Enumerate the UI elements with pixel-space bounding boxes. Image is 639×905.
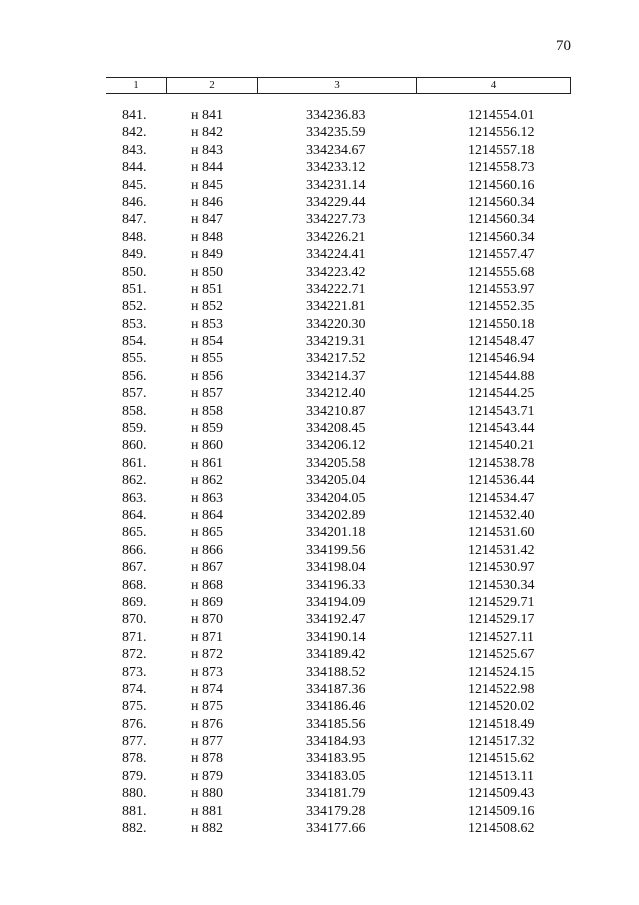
coord-y: 1214546.94: [468, 351, 535, 367]
table-row: [106, 664, 571, 681]
row-number: 860.: [122, 438, 147, 454]
row-number: 878.: [122, 751, 147, 767]
row-number: 852.: [122, 299, 147, 315]
point-label: н 864: [191, 507, 223, 523]
point-label: н 844: [191, 160, 223, 176]
point-label: н 862: [191, 473, 223, 489]
point-label: н 858: [191, 403, 223, 419]
table-row: [106, 159, 571, 176]
coord-x: 334214.37: [306, 368, 366, 384]
point-label: н 860: [191, 438, 223, 454]
point-label: н 849: [191, 247, 223, 263]
point-label: н 873: [191, 664, 223, 680]
row-number: 842.: [122, 125, 147, 141]
point-label: н 859: [191, 421, 223, 437]
row-number: 847.: [122, 212, 147, 228]
row-number: 850.: [122, 264, 147, 280]
row-number: 864.: [122, 507, 147, 523]
row-number: 868.: [122, 577, 147, 593]
row-number: 870.: [122, 612, 147, 628]
coord-x: 334201.18: [306, 525, 366, 541]
coord-x: 334185.56: [306, 716, 366, 732]
coord-x: 334187.36: [306, 681, 366, 697]
coord-x: 334183.95: [306, 751, 366, 767]
point-label: н 877: [191, 734, 223, 750]
coord-y: 1214544.25: [468, 386, 535, 402]
point-label: н 870: [191, 612, 223, 628]
point-label: н 876: [191, 716, 223, 732]
row-number: 857.: [122, 386, 147, 402]
coord-x: 334229.44: [306, 194, 366, 210]
point-label: н 869: [191, 594, 223, 610]
row-number: 861.: [122, 455, 147, 471]
row-number: 873.: [122, 664, 147, 680]
coord-y: 1214518.49: [468, 716, 535, 732]
coord-y: 1214530.34: [468, 577, 535, 593]
row-number: 881.: [122, 803, 147, 819]
table-row: [106, 785, 571, 802]
coord-y: 1214540.21: [468, 438, 535, 454]
row-number: 874.: [122, 681, 147, 697]
coord-x: 334233.12: [306, 160, 366, 176]
point-label: н 841: [191, 108, 223, 123]
table-row: [106, 437, 571, 454]
point-label: н 856: [191, 368, 223, 384]
coord-x: 334204.05: [306, 490, 366, 506]
table-row: [106, 385, 571, 402]
row-number: 848.: [122, 229, 147, 245]
row-number: 871.: [122, 629, 147, 645]
coord-x: 334221.81: [306, 299, 366, 315]
coord-x: 334189.42: [306, 647, 366, 663]
coord-x: 334186.46: [306, 699, 366, 715]
table-row: [106, 298, 571, 315]
coord-y: 1214529.17: [468, 612, 535, 628]
table-row: [106, 716, 571, 733]
row-number: 845.: [122, 177, 147, 193]
row-number: 867.: [122, 560, 147, 576]
row-number: 862.: [122, 473, 147, 489]
coord-x: 334205.04: [306, 473, 366, 489]
point-label: н 866: [191, 542, 223, 558]
point-label: н 850: [191, 264, 223, 280]
table-header: [106, 77, 571, 94]
table-row: [106, 698, 571, 715]
row-number: 855.: [122, 351, 147, 367]
header-cell-4: 4: [416, 78, 571, 93]
coord-y: 1214556.12: [468, 125, 535, 141]
coord-x: 334181.79: [306, 786, 366, 802]
coord-y: 1214554.01: [468, 108, 535, 123]
table-row: [106, 264, 571, 281]
coord-y: 1214529.71: [468, 594, 535, 610]
coord-x: 334202.89: [306, 507, 366, 523]
coord-y: 1214515.62: [468, 751, 535, 767]
table-row: [106, 368, 571, 385]
table-row: [106, 420, 571, 437]
coord-y: 1214543.44: [468, 421, 535, 437]
point-label: н 867: [191, 560, 223, 576]
point-label: н 853: [191, 316, 223, 332]
coord-x: 334220.30: [306, 316, 366, 332]
header-cell-3: 3: [257, 78, 416, 93]
coord-x: 334196.33: [306, 577, 366, 593]
coord-x: 334236.83: [306, 108, 366, 123]
coord-x: 334206.12: [306, 438, 366, 454]
point-label: н 865: [191, 525, 223, 541]
coord-x: 334208.45: [306, 421, 366, 437]
coord-y: 1214509.16: [468, 803, 535, 819]
coord-y: 1214522.98: [468, 681, 535, 697]
point-label: н 852: [191, 299, 223, 315]
coord-y: 1214508.62: [468, 821, 535, 837]
row-number: 876.: [122, 716, 147, 732]
coord-x: 334179.28: [306, 803, 366, 819]
coord-x: 334192.47: [306, 612, 366, 628]
table-row: [106, 768, 571, 785]
row-number: 872.: [122, 647, 147, 663]
table-row: [106, 472, 571, 489]
table-row: [106, 107, 571, 124]
row-number: 882.: [122, 821, 147, 837]
row-number: 880.: [122, 786, 147, 802]
point-label: н 861: [191, 455, 223, 471]
table-row: [106, 733, 571, 750]
table-row: [106, 124, 571, 141]
point-label: н 874: [191, 681, 223, 697]
coord-x: 334183.05: [306, 768, 366, 784]
row-number: 856.: [122, 368, 147, 384]
point-label: н 871: [191, 629, 223, 645]
coord-y: 1214530.97: [468, 560, 535, 576]
coord-y: 1214532.40: [468, 507, 535, 523]
row-number: 863.: [122, 490, 147, 506]
coord-x: 334190.14: [306, 629, 366, 645]
coord-x: 334194.09: [306, 594, 366, 610]
coord-x: 334198.04: [306, 560, 366, 576]
header-cell-1: 1: [133, 79, 139, 91]
row-number: 851.: [122, 281, 147, 297]
table-row: [106, 246, 571, 263]
table-row: [106, 594, 571, 611]
coord-y: 1214560.16: [468, 177, 535, 193]
row-number: 843.: [122, 142, 147, 158]
coord-x: 334227.73: [306, 212, 366, 228]
coord-y: 1214538.78: [468, 455, 535, 471]
row-number: 858.: [122, 403, 147, 419]
point-label: н 880: [191, 786, 223, 802]
coord-y: 1214534.47: [468, 490, 535, 506]
table-row: [106, 455, 571, 472]
coord-x: 334199.56: [306, 542, 366, 558]
table-row: [106, 350, 571, 367]
coord-x: 334223.42: [306, 264, 366, 280]
table-row: [106, 403, 571, 420]
coord-y: 1214557.18: [468, 142, 535, 158]
row-number: 866.: [122, 542, 147, 558]
coord-x: 334212.40: [306, 386, 366, 402]
table-row: [106, 681, 571, 698]
point-label: н 855: [191, 351, 223, 367]
table-row: [106, 750, 571, 767]
point-label: н 845: [191, 177, 223, 193]
point-label: н 843: [191, 142, 223, 158]
table-row: [106, 559, 571, 576]
coord-y: 1214557.47: [468, 247, 535, 263]
row-number: 844.: [122, 160, 147, 176]
point-label: н 881: [191, 803, 223, 819]
point-label: н 875: [191, 699, 223, 715]
table-body: [106, 107, 571, 837]
table-row: [106, 507, 571, 524]
point-label: н 846: [191, 194, 223, 210]
row-number: 854.: [122, 334, 147, 350]
point-label: н 878: [191, 751, 223, 767]
point-label: н 879: [191, 768, 223, 784]
coord-x: 334188.52: [306, 664, 366, 680]
table-row: [106, 177, 571, 194]
row-number: 846.: [122, 194, 147, 210]
coord-y: 1214520.02: [468, 699, 535, 715]
coord-x: 334224.41: [306, 247, 366, 263]
row-number: 875.: [122, 699, 147, 715]
coord-x: 334235.59: [306, 125, 366, 141]
coord-x: 334177.66: [306, 821, 366, 837]
coord-y: 1214552.35: [468, 299, 535, 315]
coord-y: 1214560.34: [468, 229, 535, 245]
coord-y: 1214548.47: [468, 334, 535, 350]
table-row: [106, 820, 571, 837]
coord-x: 334222.71: [306, 281, 366, 297]
coord-x: 334231.14: [306, 177, 366, 193]
point-label: н 882: [191, 821, 223, 837]
row-number: 877.: [122, 734, 147, 750]
row-number: 865.: [122, 525, 147, 541]
point-label: н 857: [191, 386, 223, 402]
coord-y: 1214544.88: [468, 368, 535, 384]
point-label: н 868: [191, 577, 223, 593]
table-row: [106, 316, 571, 333]
coord-y: 1214513.11: [468, 768, 534, 784]
coord-y: 1214509.43: [468, 786, 535, 802]
table-row: [106, 281, 571, 298]
table-row: [106, 211, 571, 228]
table-row: [106, 577, 571, 594]
coord-x: 334217.52: [306, 351, 366, 367]
table-row: [106, 229, 571, 246]
table-row: [106, 646, 571, 663]
table-row: [106, 803, 571, 820]
coord-x: 334234.67: [306, 142, 366, 158]
coord-y: 1214527.11: [468, 629, 534, 645]
coord-x: 334205.58: [306, 455, 366, 471]
table-row: [106, 524, 571, 541]
coord-y: 1214555.68: [468, 264, 535, 280]
table-row: [106, 490, 571, 507]
coord-y: 1214524.15: [468, 664, 535, 680]
coord-x: 334184.93: [306, 734, 366, 750]
coord-y: 1214525.67: [468, 647, 535, 663]
coord-x: 334219.31: [306, 334, 366, 350]
row-number: 859.: [122, 421, 147, 437]
coord-y: 1214536.44: [468, 473, 535, 489]
row-number: 869.: [122, 594, 147, 610]
coord-y: 1214531.42: [468, 542, 535, 558]
point-label: н 872: [191, 647, 223, 663]
point-label: н 854: [191, 334, 223, 350]
point-label: н 842: [191, 125, 223, 141]
coord-y: 1214560.34: [468, 194, 535, 210]
row-number: 849.: [122, 247, 147, 263]
table-row: [106, 542, 571, 559]
table-row: [106, 629, 571, 646]
coord-y: 1214553.97: [468, 281, 535, 297]
coord-y: 1214558.73: [468, 160, 535, 176]
coord-y: 1214560.34: [468, 212, 535, 228]
table-row: [106, 333, 571, 350]
point-label: н 863: [191, 490, 223, 506]
point-label: н 847: [191, 212, 223, 228]
row-number: 853.: [122, 316, 147, 332]
coord-x: 334210.87: [306, 403, 366, 419]
header-cell-2: 2: [166, 78, 257, 93]
page-number: 70: [556, 38, 571, 54]
coord-x: 334226.21: [306, 229, 366, 245]
table-row: [106, 194, 571, 211]
coord-y: 1214517.32: [468, 734, 535, 750]
row-number: 841.: [122, 108, 147, 123]
coord-y: 1214531.60: [468, 525, 535, 541]
row-number: 879.: [122, 768, 147, 784]
coord-y: 1214550.18: [468, 316, 535, 332]
point-label: н 848: [191, 229, 223, 245]
table-row: [106, 142, 571, 159]
coord-y: 1214543.71: [468, 403, 535, 419]
table-row: [106, 611, 571, 628]
point-label: н 851: [191, 281, 223, 297]
